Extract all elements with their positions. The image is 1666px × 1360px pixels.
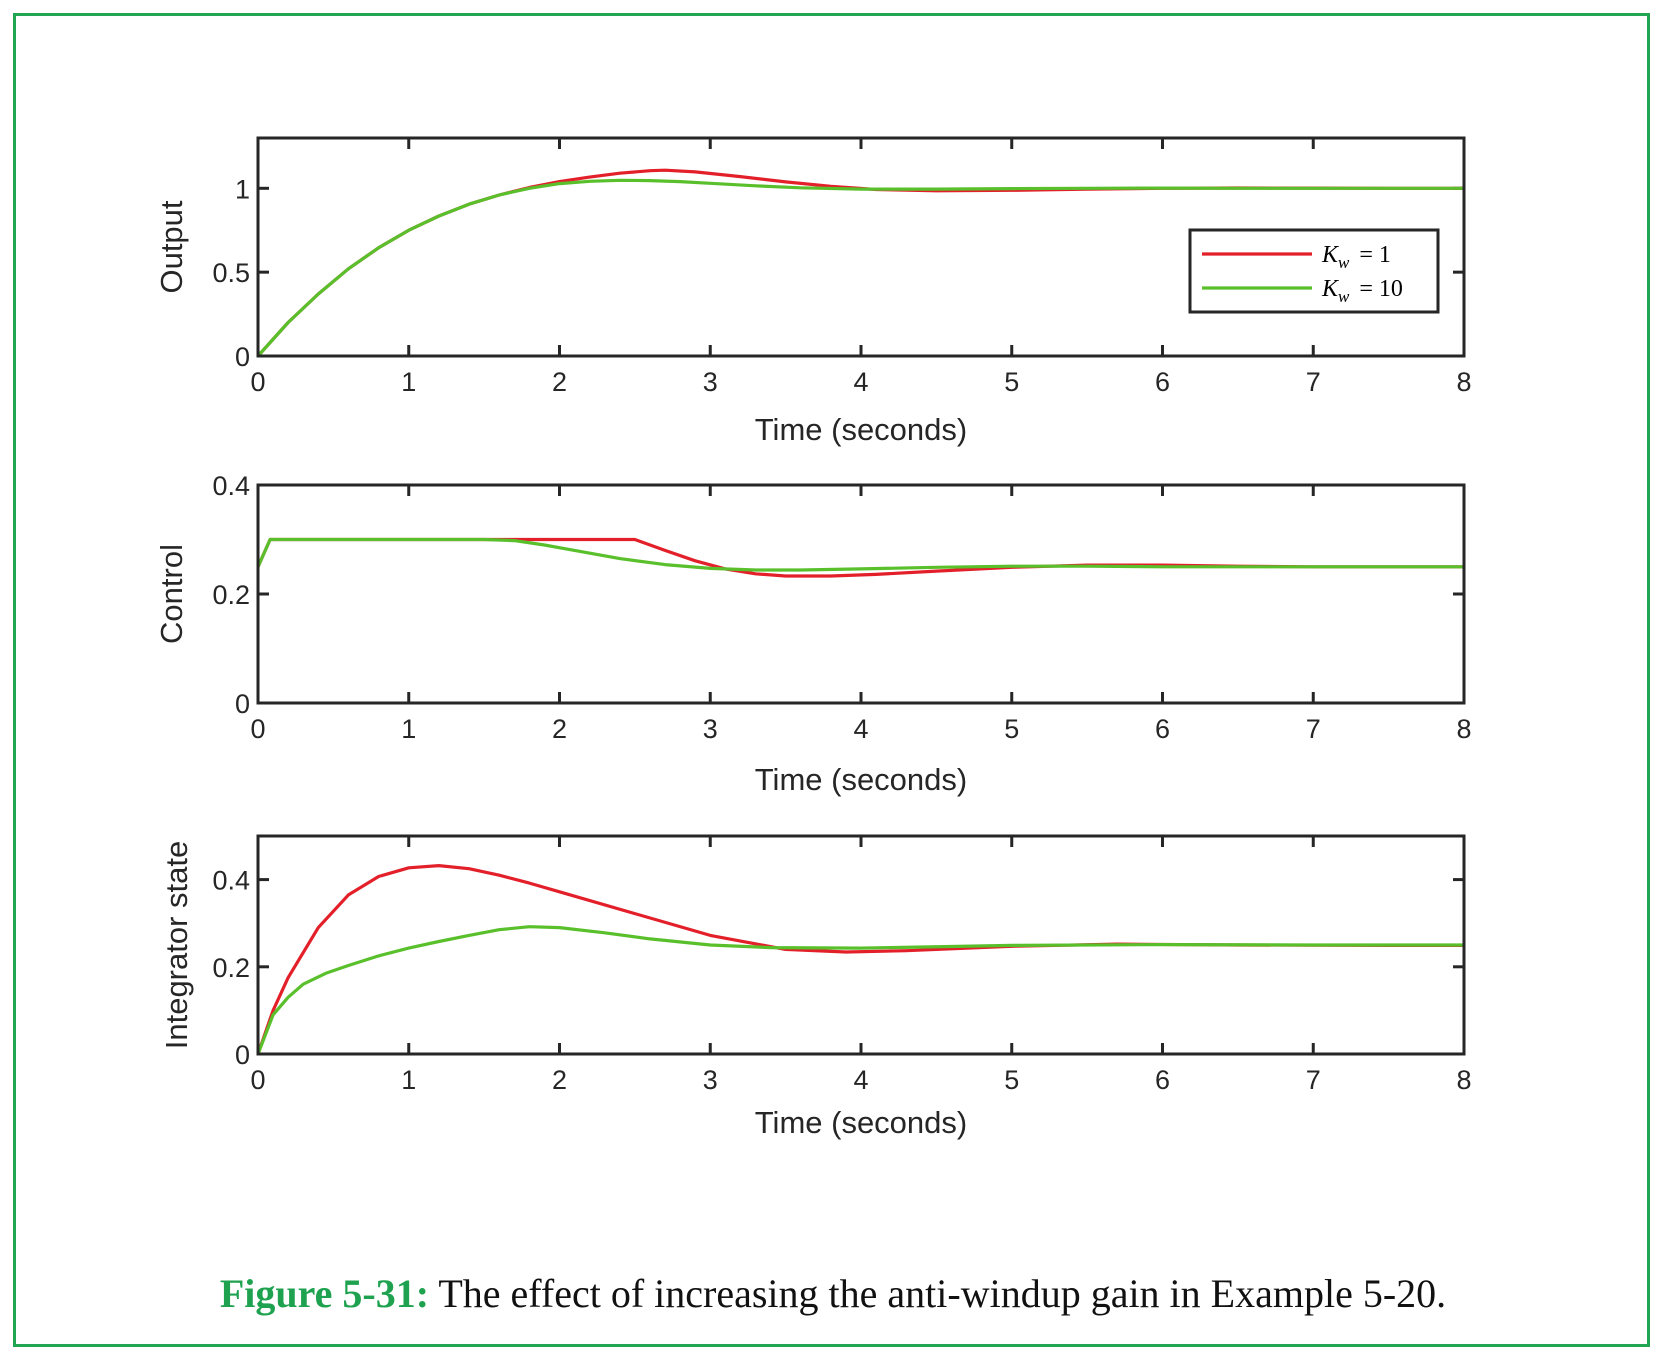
y-tick-label: 1: [234, 174, 250, 205]
x-tick-label: 6: [1154, 367, 1171, 397]
x-tick-label: 3: [702, 1065, 718, 1095]
x-tick-label: 2: [551, 1065, 568, 1095]
axes-box: [258, 485, 1464, 703]
y-tick-label: 0.4: [212, 471, 250, 501]
y-axis-title: Output: [154, 200, 189, 294]
x-tick-label: 8: [1456, 1065, 1472, 1095]
x-tick-label: 5: [1004, 1065, 1020, 1095]
figure-caption: [0, 1270, 1666, 1317]
x-tick-label: 2: [551, 714, 568, 744]
y-tick-label: 0.2: [212, 952, 250, 983]
x-tick-label: 4: [853, 367, 869, 397]
x-tick-label: 0: [250, 367, 266, 397]
x-tick-label: 4: [853, 714, 869, 744]
panel-2: [154, 471, 1472, 797]
x-tick-label: 7: [1305, 714, 1321, 744]
series-line-kw10: [258, 927, 1464, 1054]
y-tick-label: 0.4: [212, 865, 250, 896]
x-tick-label: 6: [1154, 714, 1171, 744]
x-tick-label: 2: [551, 367, 568, 397]
x-tick-label: 7: [1305, 1065, 1321, 1095]
y-tick-label: 0: [234, 689, 250, 719]
series-line-kw10: [258, 540, 1464, 571]
panel-3: [159, 836, 1472, 1140]
y-axis-title: Integrator state: [159, 840, 194, 1050]
x-tick-label: 3: [702, 367, 718, 397]
y-tick-label: 0.5: [212, 258, 250, 289]
panel-1: [154, 138, 1472, 447]
series-line-kw1: [258, 540, 1464, 577]
legend: [1190, 230, 1438, 312]
y-axis-title: Control: [154, 544, 189, 644]
x-tick-label: 1: [401, 367, 417, 397]
x-axis-title: Time (seconds): [754, 412, 968, 447]
x-tick-label: 8: [1456, 367, 1472, 397]
y-tick-label: 0.2: [212, 580, 250, 610]
x-tick-label: 8: [1456, 714, 1472, 744]
x-tick-label: 1: [401, 1065, 417, 1095]
y-tick-label: 0: [234, 342, 250, 372]
legend-label: $K_w = 1$: [1322, 242, 1391, 272]
x-tick-label: 7: [1305, 367, 1321, 397]
x-tick-label: 6: [1154, 1065, 1171, 1095]
x-tick-label: 3: [702, 714, 718, 744]
x-axis-title: Time (seconds): [754, 762, 968, 797]
caption-label: Figure 5-31:: [219, 1271, 430, 1316]
x-tick-label: 5: [1004, 714, 1020, 744]
x-tick-label: 5: [1004, 367, 1020, 397]
legend-label: $K_w = 10$: [1322, 276, 1403, 306]
x-tick-label: 0: [250, 1065, 266, 1095]
x-tick-label: 1: [401, 714, 417, 744]
x-tick-label: 0: [250, 714, 266, 744]
caption-text: The effect of increasing the anti-windup gain in Example 5-20.: [438, 1271, 1447, 1316]
y-tick-label: 0: [234, 1040, 250, 1070]
x-axis-title: Time (seconds): [754, 1105, 968, 1140]
series-line-kw1: [258, 866, 1464, 1054]
x-tick-label: 4: [853, 1065, 869, 1095]
